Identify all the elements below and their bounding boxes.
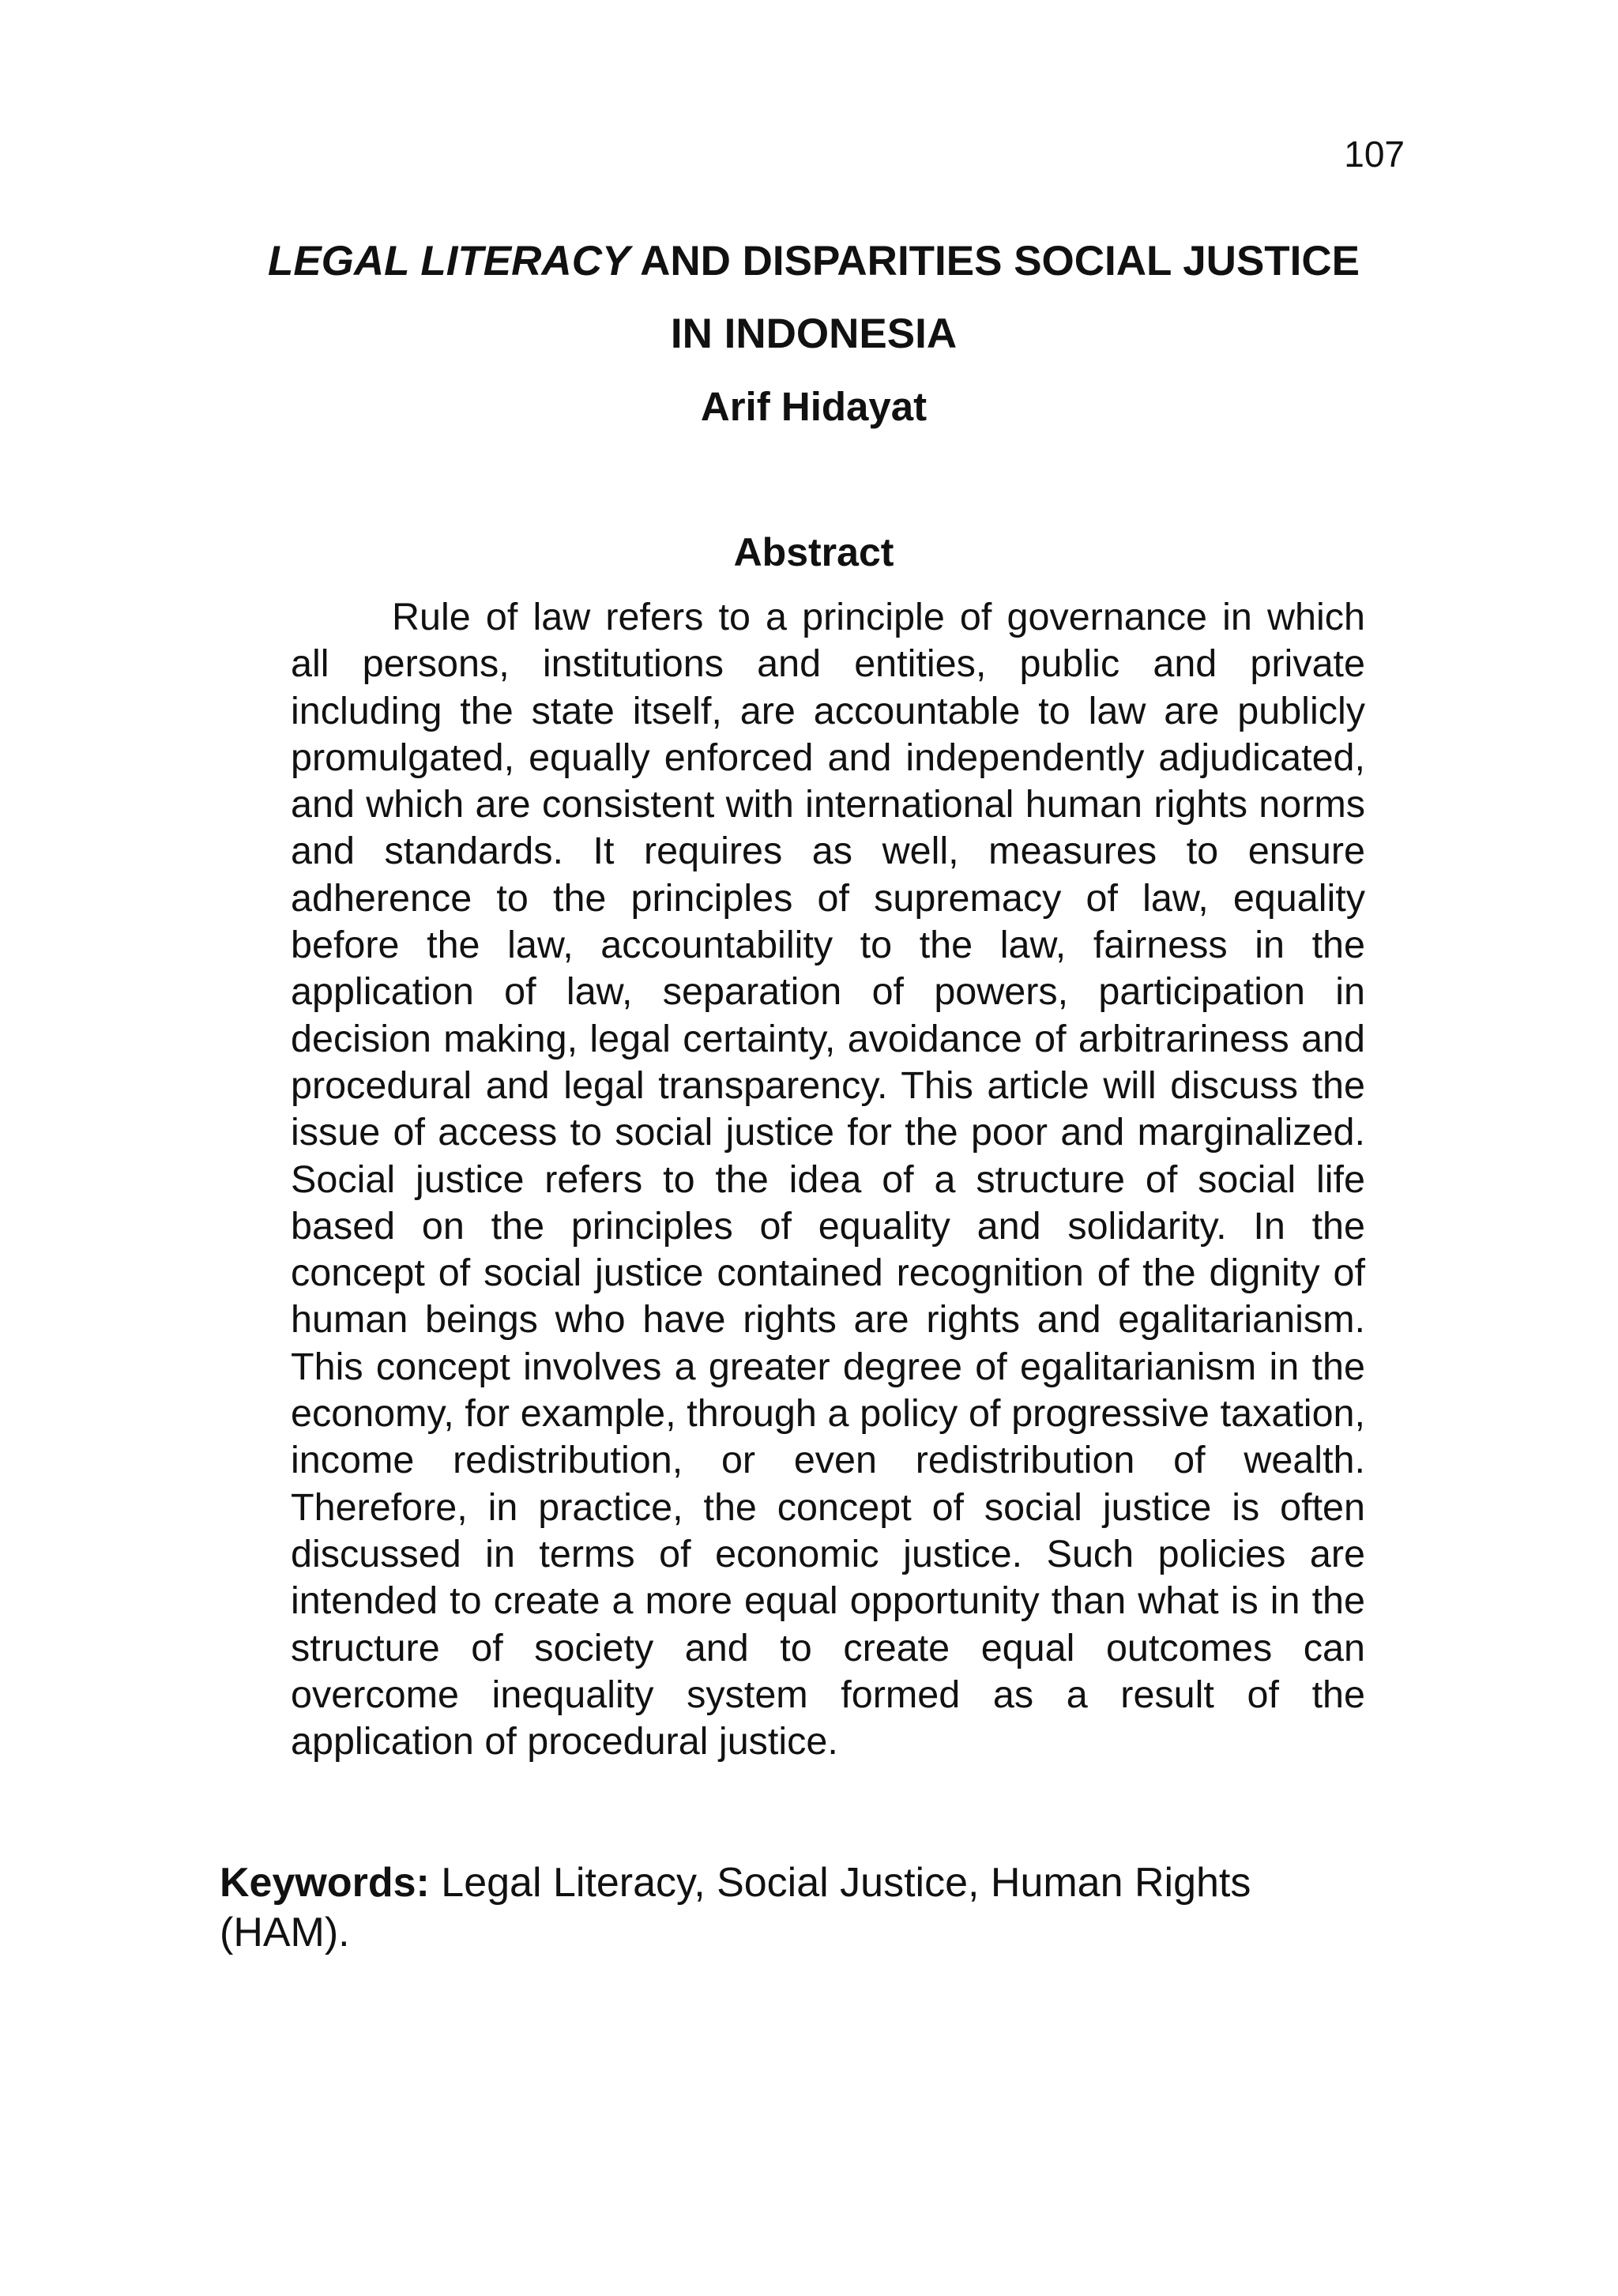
author-name: Arif Hidayat xyxy=(700,384,928,429)
title-line-1 xyxy=(253,232,1375,291)
abstract-body: Rule of law refers to a principle of governance in which all persons, institutions and entities, public and private including the state itself, are accountable to law are publicly promulgated, equally enforced and independently adjudicated, and which are consistent with international human rights norms and standards. It requires as well, measures to ensure adherence to the principles of supremacy of law, equality before the law, accountability to the law, fairness in the application of law, separation of powers, participation in decision making, legal certainty, avoidance of arbitrariness and procedural and legal transparency. This article will discuss the issue of access to social justice for the poor and marginalized. Social justice refers to the idea of a structure of social life based on the principles of equality and solidarity. In the concept of social justice contained recognition of the dignity of human beings who have rights are rights and egalitarianism. This concept involves a greater degree of egalitarianism in the economy, for example, through a policy of progressive taxation, income redistribution, or even redistribution of wealth. Therefore, in practice, the concept of social justice is often discussed in terms of economic justice. Such policies are intended to create a more equal opportunity than what is in the structure of society and to create equal outcomes can overcome inequality system formed as a result of the application of procedural justice. xyxy=(291,596,1365,1763)
paper-title xyxy=(253,232,1375,363)
keywords-label: Keywords: xyxy=(220,1860,430,1906)
page-number: 107 xyxy=(1344,134,1405,175)
title-rest-line-1: AND DISPARITIES SOCIAL JUSTICE xyxy=(630,238,1360,284)
keywords-text: Legal Literacy, Social Justice, Human Rights (HAM). xyxy=(220,1860,1251,1955)
abstract-heading: Abstract xyxy=(733,530,894,574)
title-italic-part: LEGAL LITERACY xyxy=(267,238,630,284)
title-line-2: IN INDONESIA xyxy=(670,311,958,357)
keywords xyxy=(220,1858,1341,1958)
